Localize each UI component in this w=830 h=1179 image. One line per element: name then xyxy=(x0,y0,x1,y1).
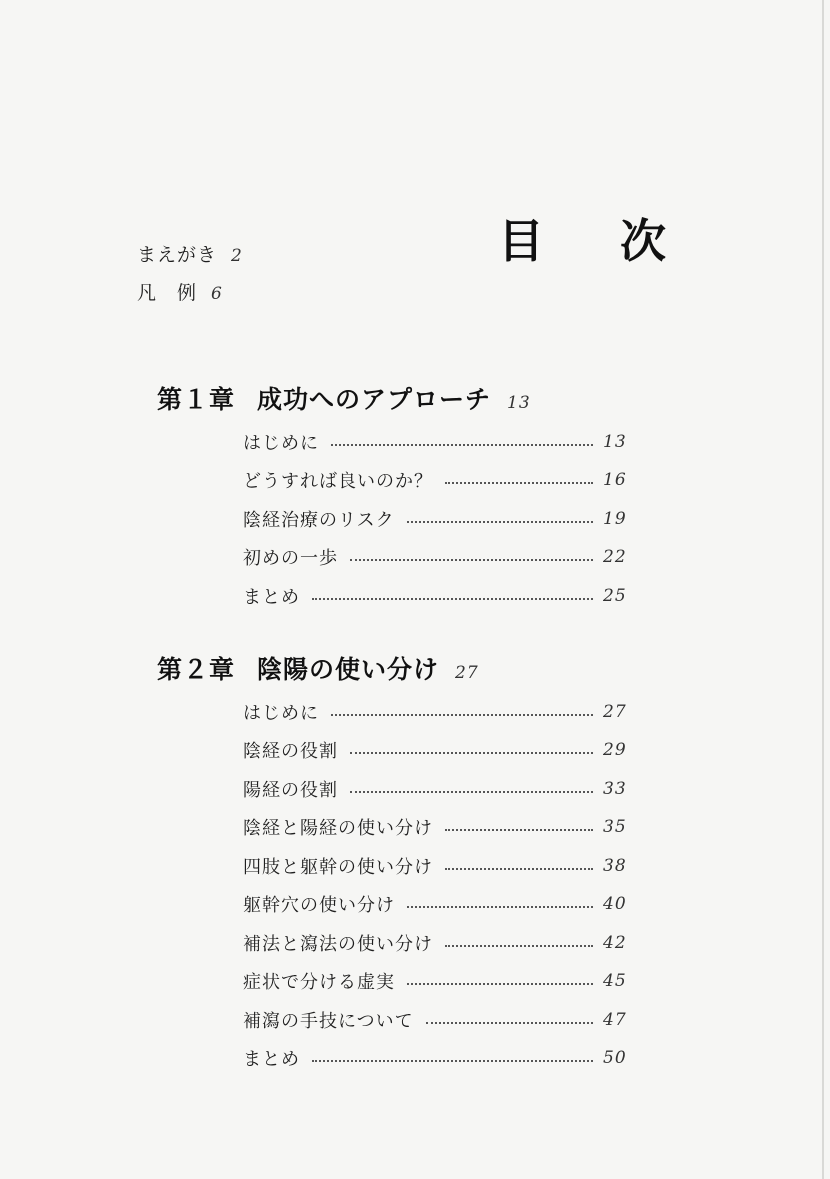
toc-entry-label: 陰経と陽経の使い分け xyxy=(243,818,433,839)
dot-leader xyxy=(445,868,593,870)
chapter-number: 第１章 xyxy=(157,385,236,414)
toc-entry-page: 35 xyxy=(603,817,627,837)
toc-entry-label: 躯幹穴の使い分け xyxy=(243,895,395,916)
toc-entry[interactable] xyxy=(243,1044,625,1072)
dot-leader xyxy=(445,945,593,947)
chapter-page: 27 xyxy=(455,663,479,683)
toc-entry[interactable] xyxy=(243,890,625,918)
toc-entry-page: 29 xyxy=(603,740,627,760)
toc-entry-page: 42 xyxy=(603,933,627,953)
chapter-title: 陰陽の使い分け xyxy=(257,655,440,684)
toc-entry[interactable] xyxy=(243,813,625,841)
front-matter-page: 2 xyxy=(231,246,243,266)
dot-leader xyxy=(407,983,593,985)
dot-leader xyxy=(445,829,593,831)
dot-leader xyxy=(426,1022,593,1024)
chapter-2-heading[interactable] xyxy=(157,650,479,686)
toc-entry-page: 22 xyxy=(603,547,627,567)
toc-entry-page: 27 xyxy=(603,702,627,722)
dot-leader xyxy=(312,598,593,600)
dot-leader xyxy=(312,1060,593,1062)
chapter-number: 第２章 xyxy=(157,655,236,684)
toc-entry-label: 補法と瀉法の使い分け xyxy=(243,934,433,955)
front-matter-notes[interactable] xyxy=(137,278,223,305)
toc-entry-label: 陽経の役割 xyxy=(243,780,338,801)
toc-entry-page: 16 xyxy=(603,470,627,490)
toc-entry-label: 初めの一歩 xyxy=(243,548,338,569)
dot-leader xyxy=(350,791,593,793)
toc-entry-page: 40 xyxy=(603,894,627,914)
front-matter-label: まえがき xyxy=(137,244,218,266)
toc-entry[interactable] xyxy=(243,582,625,610)
toc-entry-label: 四肢と躯幹の使い分け xyxy=(243,857,433,878)
dot-leader xyxy=(407,906,593,908)
chapter-1-heading[interactable] xyxy=(157,380,531,416)
toc-entry-page: 13 xyxy=(603,432,627,452)
toc-entry-label: どうすれば良いのか？ xyxy=(243,471,433,492)
page-title: 目 次 xyxy=(498,214,697,268)
toc-entry[interactable] xyxy=(243,428,625,456)
dot-leader xyxy=(331,714,593,716)
toc-entry-page: 45 xyxy=(603,971,627,991)
toc-entry-page: 50 xyxy=(603,1048,627,1068)
toc-entry[interactable] xyxy=(243,1006,625,1034)
toc-entry-page: 25 xyxy=(603,586,627,606)
toc-entry[interactable] xyxy=(243,466,625,494)
toc-entry[interactable] xyxy=(243,852,625,880)
dot-leader xyxy=(331,444,593,446)
toc-entry-label: はじめに xyxy=(243,703,319,724)
page-edge xyxy=(822,0,824,1179)
front-matter-preface[interactable] xyxy=(137,240,243,267)
toc-entry[interactable] xyxy=(243,505,625,533)
toc-entry-label: 補瀉の手技について xyxy=(243,1011,414,1032)
dot-leader xyxy=(407,521,593,523)
toc-entry[interactable] xyxy=(243,929,625,957)
front-matter-label: 凡 例 xyxy=(137,282,198,304)
dot-leader xyxy=(350,559,593,561)
toc-entry-page: 33 xyxy=(603,779,627,799)
chapter-title: 成功へのアプローチ xyxy=(257,385,492,414)
toc-entry-label: まとめ xyxy=(243,1049,300,1070)
dot-leader xyxy=(445,482,593,484)
chapter-page: 13 xyxy=(507,393,531,413)
toc-entry[interactable] xyxy=(243,967,625,995)
toc-entry-label: 症状で分ける虚実 xyxy=(243,972,395,993)
toc-entry[interactable] xyxy=(243,736,625,764)
toc-entry-label: 陰経治療のリスク xyxy=(243,510,395,531)
dot-leader xyxy=(350,752,593,754)
toc-entry-label: 陰経の役割 xyxy=(243,741,338,762)
toc-entry-label: まとめ xyxy=(243,587,300,608)
toc-entry-label: はじめに xyxy=(243,433,319,454)
toc-entry-page: 47 xyxy=(603,1010,627,1030)
toc-entry[interactable] xyxy=(243,543,625,571)
toc-entry-page: 38 xyxy=(603,856,627,876)
toc-entry-page: 19 xyxy=(603,509,627,529)
toc-entry[interactable] xyxy=(243,775,625,803)
front-matter-page: 6 xyxy=(211,284,223,304)
toc-entry[interactable] xyxy=(243,698,625,726)
